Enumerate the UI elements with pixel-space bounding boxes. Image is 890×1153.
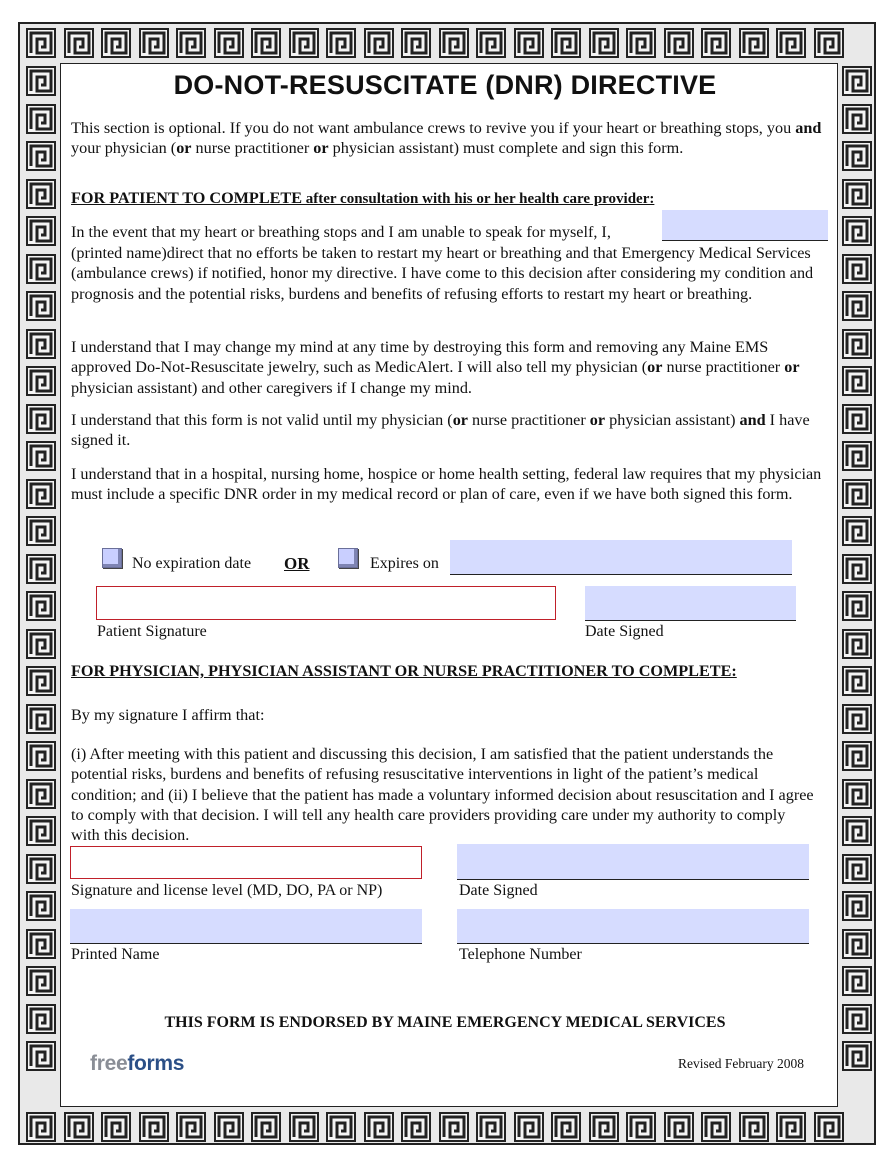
- border-key-tile: [840, 291, 874, 321]
- border-key-tile: [24, 104, 58, 134]
- border-key-tile: [437, 1112, 471, 1142]
- freeforms-logo: freeforms: [90, 1052, 185, 1075]
- patient-directive-intro: In the event that my heart or breathing stops and I am unable to speak for myself, I,: [71, 223, 611, 241]
- no-expiration-label: No expiration date: [132, 555, 252, 572]
- endorsement-text: THIS FORM IS ENDORSED BY MAINE EMERGENCY MEDICAL SERVICES: [164, 1014, 726, 1031]
- physician-statement: (i) After meeting with this patient and discussing this decision, I am satisfied that the patient understands the potential risks, burdens and benefits of refusing resuscitative interventions in light of the patient’s medical condition; and (ii) I believe that the patient has made a voluntary informed decision about resuscitation and I agree to comply with that decision. I will tell any health care providers providing care under my authority to comply with this decision.: [71, 745, 814, 845]
- border-key-tile: [840, 591, 874, 621]
- border-key-tile: [840, 179, 874, 209]
- border-key-tile: [812, 1112, 846, 1142]
- patient-directive-paragraph: (printed name)direct that no efforts be taken to restart my heart or breathing and that Emergency Medical Services (ambulance crews) if notified, honor my directive. I have come to this decision after considering my condition and prognosis and the potential risks, burdens and benefits of refusing efforts to restart my heart or breathing.: [71, 244, 814, 303]
- border-key-tile: [840, 891, 874, 921]
- border-key-tile: [840, 554, 874, 584]
- physician-signature-label: Signature and license level (MD, DO, PA or NP): [71, 882, 383, 899]
- border-key-tile: [399, 1112, 433, 1142]
- border-key-tile: [174, 28, 208, 58]
- patient-date-signed-field[interactable]: [585, 586, 796, 621]
- border-key-tile: [62, 28, 96, 58]
- border-key-tile: [24, 366, 58, 396]
- border-key-tile: [512, 28, 546, 58]
- page-title: DO-NOT-RESUSCITATE (DNR) DIRECTIVE: [173, 70, 717, 100]
- border-key-tile: [840, 816, 874, 846]
- physician-section-heading: FOR PHYSICIAN, PHYSICIAN ASSISTANT OR NURSE PRACTITIONER TO COMPLETE:: [71, 662, 737, 680]
- border-key-tile: [249, 1112, 283, 1142]
- border-key-tile: [287, 28, 321, 58]
- border-key-tile: [840, 666, 874, 696]
- border-key-tile: [840, 741, 874, 771]
- border-key-tile: [62, 1112, 96, 1142]
- border-key-tile: [324, 1112, 358, 1142]
- border-key-tile: [24, 329, 58, 359]
- border-key-tile: [812, 28, 846, 58]
- patient-section-heading: FOR PATIENT TO COMPLETE after consultation with his or her health care provider:: [71, 189, 655, 207]
- border-key-tile: [774, 28, 808, 58]
- border-key-tile: [474, 1112, 508, 1142]
- border-key-tile: [474, 28, 508, 58]
- border-key-tile: [174, 1112, 208, 1142]
- printed-name-physician-field[interactable]: [70, 909, 422, 944]
- border-key-tile: [24, 816, 58, 846]
- border-key-tile: [437, 28, 471, 58]
- border-key-tile: [840, 216, 874, 246]
- border-key-tile: [662, 28, 696, 58]
- border-key-tile: [287, 1112, 321, 1142]
- border-key-tile: [24, 629, 58, 659]
- border-key-tile: [737, 1112, 771, 1142]
- border-key-tile: [587, 1112, 621, 1142]
- border-key-tile: [840, 516, 874, 546]
- border-key-tile: [24, 741, 58, 771]
- border-key-tile: [24, 929, 58, 959]
- border-key-tile: [840, 479, 874, 509]
- border-key-tile: [662, 1112, 696, 1142]
- patient-signature-field[interactable]: [96, 586, 556, 620]
- border-key-tile: [840, 929, 874, 959]
- border-key-tile: [24, 141, 58, 171]
- border-key-tile: [137, 1112, 171, 1142]
- border-key-tile: [774, 1112, 808, 1142]
- border-key-tile: [324, 28, 358, 58]
- border-key-tile: [212, 28, 246, 58]
- expires-on-label: Expires on: [370, 555, 439, 572]
- patient-signature-label: Patient Signature: [97, 623, 207, 640]
- border-key-tile: [24, 441, 58, 471]
- affirm-line: By my signature I affirm that:: [71, 706, 265, 724]
- telephone-field[interactable]: [457, 909, 809, 944]
- border-key-tile: [24, 704, 58, 734]
- border-key-tile: [840, 404, 874, 434]
- border-key-tile: [362, 1112, 396, 1142]
- border-key-tile: [840, 329, 874, 359]
- hospital-paragraph: I understand that in a hospital, nursing home, hospice or home health setting, federal law requires that my physician must include a specific DNR order in my medical record or plan of care, even if we have both signed this form.: [71, 465, 822, 504]
- border-key-tile: [840, 966, 874, 996]
- border-key-tile: [624, 28, 658, 58]
- printed-name-label: Printed Name: [71, 946, 160, 963]
- border-key-tile: [24, 1112, 58, 1142]
- border-key-tile: [24, 966, 58, 996]
- border-key-tile: [24, 554, 58, 584]
- border-key-tile: [24, 254, 58, 284]
- border-key-tile: [362, 28, 396, 58]
- border-key-tile: [549, 1112, 583, 1142]
- border-key-tile: [840, 366, 874, 396]
- patient-date-signed-label: Date Signed: [585, 623, 664, 640]
- border-key-tile: [624, 1112, 658, 1142]
- border-key-tile: [249, 28, 283, 58]
- border-key-tile: [24, 591, 58, 621]
- border-key-tile: [137, 28, 171, 58]
- border-key-tile: [840, 779, 874, 809]
- validity-paragraph: I understand that this form is not valid until my physician (or nurse practitioner or physician assistant) and I have signed it.: [71, 411, 810, 450]
- border-key-tile: [24, 516, 58, 546]
- intro-paragraph: This section is optional. If you do not want ambulance crews to revive you if your heart or breathing stops, you and your physician (or nurse practitioner or physician assistant) must complete and sign this form.: [71, 119, 822, 158]
- or-label: OR: [284, 554, 310, 573]
- border-key-tile: [24, 404, 58, 434]
- border-key-tile: [840, 704, 874, 734]
- border-key-tile: [840, 254, 874, 284]
- border-key-tile: [99, 28, 133, 58]
- border-key-tile: [587, 28, 621, 58]
- change-mind-paragraph: I understand that I may change my mind at any time by destroying this form and removing any Maine EMS approved Do-Not-Resuscitate jewelry, such as MedicAlert. I will also tell my physician (or nurse practitioner or physician assistant) and other caregivers if I change my mind.: [71, 338, 800, 397]
- border-key-tile: [24, 891, 58, 921]
- border-key-tile: [840, 1041, 874, 1071]
- printed-name-field[interactable]: [662, 210, 828, 241]
- border-key-tile: [549, 28, 583, 58]
- border-key-tile: [24, 28, 58, 58]
- border-key-tile: [512, 1112, 546, 1142]
- physician-signature-field[interactable]: [70, 846, 422, 879]
- physician-date-signed-label: Date Signed: [459, 882, 538, 899]
- border-key-tile: [99, 1112, 133, 1142]
- border-key-tile: [399, 28, 433, 58]
- border-key-tile: [699, 1112, 733, 1142]
- telephone-label: Telephone Number: [459, 946, 582, 963]
- border-key-tile: [24, 779, 58, 809]
- border-key-tile: [840, 629, 874, 659]
- no-expiration-checkbox[interactable]: [102, 548, 122, 568]
- border-key-tile: [24, 291, 58, 321]
- physician-date-signed-field[interactable]: [457, 844, 809, 880]
- border-key-tile: [24, 216, 58, 246]
- border-key-tile: [840, 854, 874, 884]
- border-key-tile: [212, 1112, 246, 1142]
- border-key-tile: [737, 28, 771, 58]
- revised-date: Revised February 2008: [678, 1056, 804, 1071]
- border-key-tile: [840, 104, 874, 134]
- border-key-tile: [24, 479, 58, 509]
- border-key-tile: [24, 1041, 58, 1071]
- expires-on-checkbox[interactable]: [338, 548, 358, 568]
- border-key-tile: [840, 441, 874, 471]
- border-key-tile: [24, 179, 58, 209]
- expiration-date-field[interactable]: [450, 540, 792, 575]
- border-key-tile: [840, 141, 874, 171]
- border-key-tile: [24, 854, 58, 884]
- border-key-tile: [699, 28, 733, 58]
- border-key-tile: [24, 666, 58, 696]
